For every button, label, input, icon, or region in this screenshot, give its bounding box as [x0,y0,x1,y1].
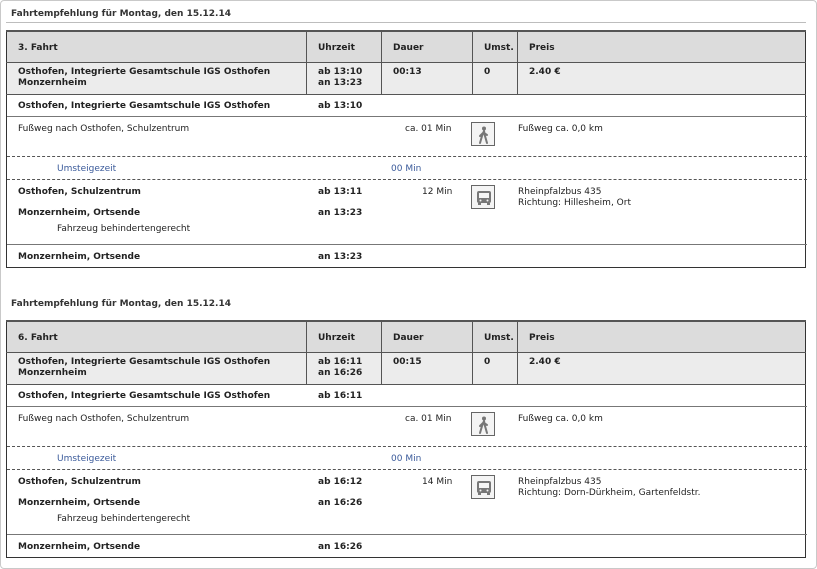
end-stop: Monzernheim, Ortsende [18,252,141,262]
header-fahrt: 6. Fahrt [7,321,307,352]
walk-text: Fußweg nach Osthofen, Schulzentrum [18,414,190,424]
summary-from: Osthofen, Integrierte Gesamtschule IGS Osthofen [18,66,271,77]
table-header [7,321,806,352]
start-time: ab 13:10 [318,101,363,111]
summary-dep: ab 13:10 [318,66,363,77]
walk-text: Fußweg nach Osthofen, Schulzentrum [18,124,190,134]
end-time: an 16:26 [318,542,363,552]
dashed-divider [7,469,807,470]
bus-direction: Richtung: Hillesheim, Ort [518,198,631,208]
start-time: ab 16:11 [318,391,363,401]
trip-summary-table [6,30,806,95]
end-time: an 13:23 [318,252,363,262]
bus-arr: an 16:26 [318,498,363,508]
bus-dep: ab 13:11 [318,187,363,197]
header-preis: Preis [518,321,806,352]
bus-arr: an 13:23 [318,208,363,218]
divider [7,406,807,407]
header-umst: Umst. [473,321,518,352]
start-stop: Osthofen, Integrierte Gesamtschule IGS Osthofen [18,391,271,401]
divider [7,534,807,535]
header-preis: Preis [518,31,806,62]
summary-from: Osthofen, Integrierte Gesamtschule IGS Osthofen [18,356,271,367]
bus-to: Monzernheim, Ortsende [18,208,141,218]
bus-to: Monzernheim, Ortsende [18,498,141,508]
dashed-divider [7,446,807,447]
walk-info: Fußweg ca. 0,0 km [518,414,603,424]
transfer-label: Umsteigezeit [57,164,117,174]
transfer-label: Umsteigezeit [57,454,117,464]
header-uhrzeit: Uhrzeit [307,31,382,62]
bus-icon [471,185,495,209]
summary-row[interactable] [7,352,806,384]
walk-info: Fußweg ca. 0,0 km [518,124,603,134]
summary-price: 2.40 € [518,352,806,384]
bus-line: Rheinpfalzbus 435 [518,477,602,487]
summary-dep: ab 16:11 [318,356,363,367]
start-stop: Osthofen, Integrierte Gesamtschule IGS Osthofen [18,101,271,111]
trip-details [6,385,806,558]
header-uhrzeit: Uhrzeit [307,321,382,352]
dashed-divider [7,156,807,157]
pedestrian-icon [471,122,495,146]
bus-duration: 12 Min [422,187,453,197]
summary-duration: 00:13 [382,62,473,94]
transfer-duration: 00 Min [391,454,422,464]
bus-note: Fahrzeug behindertengerecht [57,224,191,234]
title-rule [6,22,806,23]
bus-note: Fahrzeug behindertengerecht [57,514,191,524]
summary-to: Monzernheim [18,77,87,88]
summary-duration: 00:15 [382,352,473,384]
summary-changes: 0 [473,352,518,384]
header-dauer: Dauer [382,31,473,62]
bus-from: Osthofen, Schulzentrum [18,477,141,487]
divider [7,244,807,245]
trip-details [6,95,806,268]
section-title: Fahrtempfehlung für Montag, den 15.12.14 [11,299,231,309]
trip-summary-table [6,320,806,385]
bus-duration: 14 Min [422,477,453,487]
header-dauer: Dauer [382,321,473,352]
transfer-duration: 00 Min [391,164,422,174]
summary-row[interactable] [7,62,806,94]
end-stop: Monzernheim, Ortsende [18,542,141,552]
bus-direction: Richtung: Dorn-Dürkheim, Gartenfeldstr. [518,488,701,498]
dashed-divider [7,179,807,180]
walk-duration: ca. 01 Min [405,124,452,134]
summary-to: Monzernheim [18,367,87,378]
header-umst: Umst. [473,31,518,62]
header-fahrt: 3. Fahrt [7,31,307,62]
summary-arr: an 13:23 [318,77,363,88]
pedestrian-icon [471,412,495,436]
bus-icon [471,475,495,499]
summary-arr: an 16:26 [318,367,363,378]
bus-from: Osthofen, Schulzentrum [18,187,141,197]
divider [7,116,807,117]
walk-duration: ca. 01 Min [405,414,452,424]
table-header [7,31,806,62]
section-title: Fahrtempfehlung für Montag, den 15.12.14 [11,9,231,19]
bus-dep: ab 16:12 [318,477,363,487]
summary-changes: 0 [473,62,518,94]
summary-price: 2.40 € [518,62,806,94]
bus-line: Rheinpfalzbus 435 [518,187,602,197]
